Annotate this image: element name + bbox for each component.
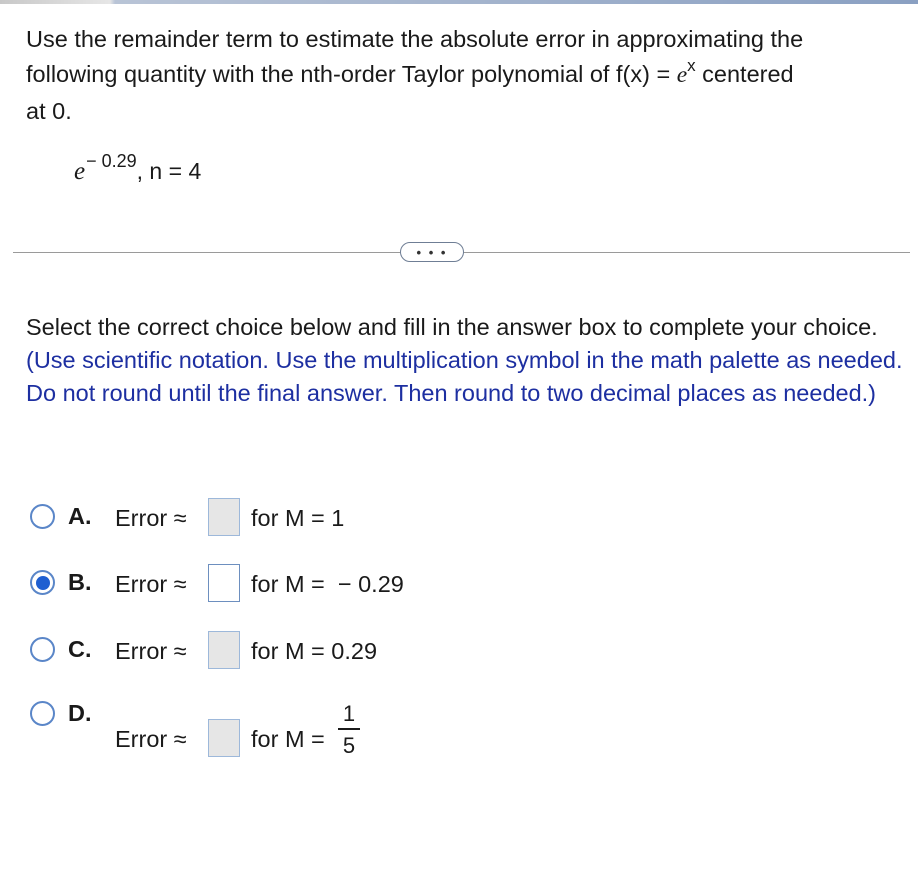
top-accent-bar bbox=[0, 0, 918, 4]
choice-d-fraction bbox=[338, 702, 360, 758]
fraction-denominator: 5 bbox=[342, 733, 356, 758]
choice-d-radio[interactable] bbox=[30, 701, 55, 726]
choice-b-answer-box[interactable] bbox=[208, 564, 240, 602]
question-line-2-prefix: following quantity with the nth-order Taylor polynomial of f(x) = bbox=[26, 61, 677, 87]
choice-c-letter: C. bbox=[68, 636, 92, 662]
more-options-button[interactable]: • • • bbox=[400, 242, 464, 262]
choice-d[interactable] bbox=[26, 698, 906, 778]
choice-a[interactable] bbox=[26, 498, 906, 542]
function-base: e bbox=[676, 62, 688, 88]
instructions bbox=[26, 311, 906, 410]
fraction-bar bbox=[338, 728, 360, 730]
choice-c-radio[interactable] bbox=[30, 637, 55, 662]
question-line-3: at 0. bbox=[26, 98, 72, 124]
problem-base: e bbox=[74, 158, 86, 185]
choice-a-radio[interactable] bbox=[30, 504, 55, 529]
fraction-numerator: 1 bbox=[342, 701, 356, 726]
choice-c[interactable] bbox=[26, 631, 906, 675]
choice-d-for-label: for M = bbox=[251, 726, 325, 752]
choice-b[interactable] bbox=[26, 564, 906, 608]
choice-d-answer-box[interactable] bbox=[208, 719, 240, 757]
question-line-2 bbox=[26, 57, 906, 94]
choice-a-error-label: Error ≈ bbox=[115, 505, 187, 531]
problem-exponent: − 0.29 bbox=[86, 151, 137, 171]
choice-c-for-label: for M = 0.29 bbox=[251, 638, 378, 664]
function-exponent: x bbox=[687, 56, 696, 75]
question-line-2-suffix: centered bbox=[695, 61, 794, 87]
question-text bbox=[26, 22, 906, 129]
choice-c-error-label: Error ≈ bbox=[115, 638, 187, 664]
problem-n-label: , n = 4 bbox=[136, 158, 202, 184]
choice-d-letter: D. bbox=[68, 700, 92, 726]
choice-b-error-label: Error ≈ bbox=[115, 571, 187, 597]
question-line-1: Use the remainder term to estimate the absolute error in approximating the bbox=[26, 26, 804, 52]
choice-c-answer-box[interactable] bbox=[208, 631, 240, 669]
choice-a-for-label: for M = 1 bbox=[251, 505, 345, 531]
choice-b-for-label: for M = − 0.29 bbox=[251, 571, 404, 597]
instructions-note: (Use scientific notation. Use the multiplication symbol in the math palette as needed. Do not round until the final answer. Then round to two decimal places as needed.) bbox=[26, 347, 903, 406]
instructions-main: Select the correct choice below and fill in the answer box to complete your choice. bbox=[26, 314, 878, 340]
choice-a-letter: A. bbox=[68, 503, 92, 529]
choice-a-answer-box[interactable] bbox=[208, 498, 240, 536]
choice-b-letter: B. bbox=[68, 569, 92, 595]
choice-d-error-label: Error ≈ bbox=[115, 726, 187, 752]
problem-expression bbox=[74, 151, 202, 186]
choice-b-radio[interactable] bbox=[30, 570, 55, 595]
